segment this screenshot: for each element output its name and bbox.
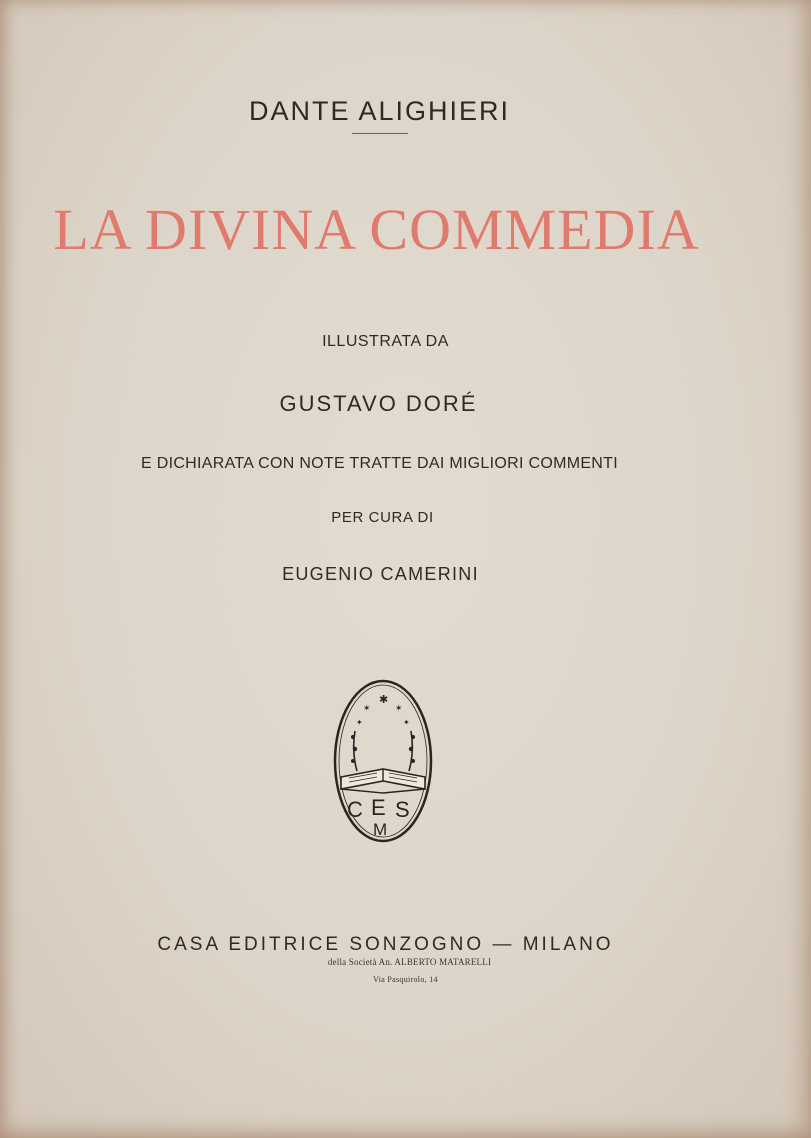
editor-name: EUGENIO CAMERINI [282, 564, 479, 584]
svg-text:✦: ✦ [356, 718, 363, 727]
illustrator-name: GUSTAVO DORÉ [279, 391, 478, 416]
svg-text:✶: ✶ [395, 704, 403, 714]
svg-text:S: S [395, 797, 410, 822]
book-title: LA DIVINA COMMEDIA [53, 197, 700, 262]
author-underline-rule [352, 133, 408, 134]
svg-text:M: M [373, 820, 388, 839]
annotation-line: E DICHIARATA CON NOTE TRATTE DAI MIGLIORI COMMENTI [141, 455, 618, 472]
publisher-society: della Società An. ALBERTO MATARELLI [327, 957, 492, 967]
illustrated-by-label: ILLUSTRATA DA [322, 333, 449, 350]
editor-label: PER CURA DI [331, 509, 434, 526]
publisher-address: Via Pasquirolo, 14 [373, 975, 438, 984]
svg-text:✦: ✦ [403, 718, 410, 727]
svg-text:✶: ✶ [363, 704, 371, 714]
svg-text:E: E [371, 795, 386, 820]
svg-text:C: C [347, 797, 363, 822]
publisher-emblem-icon [331, 677, 435, 845]
publisher-name: CASA EDITRICE SONZOGNO — MILANO [157, 934, 614, 955]
svg-text:✱: ✱ [379, 693, 389, 706]
author-name: DANTE ALIGHIERI [248, 96, 511, 126]
